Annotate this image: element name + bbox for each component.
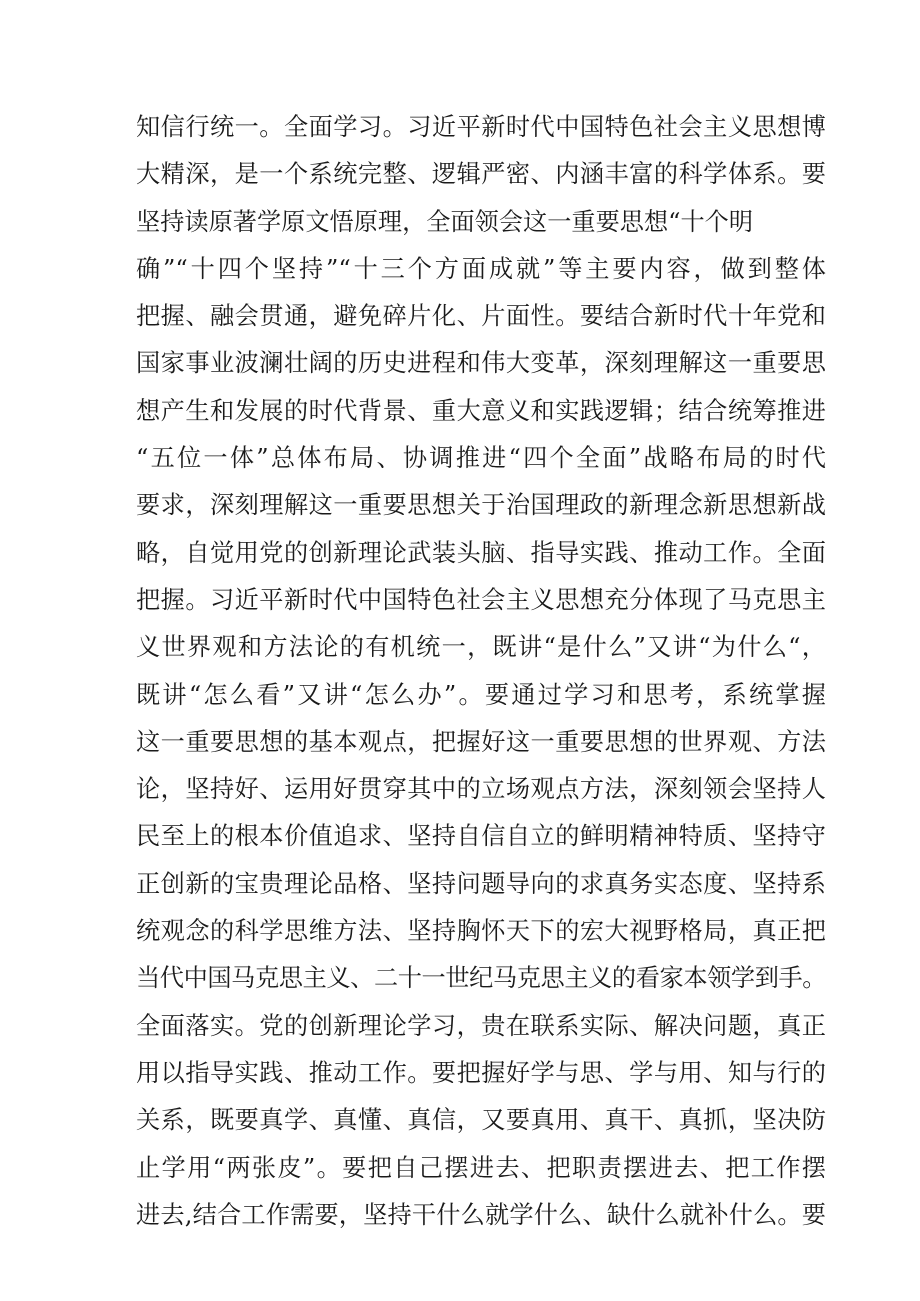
text-line: 把握、融会贯通，避免碎片化、片面性。要结合新时代十年党和 xyxy=(136,302,826,331)
text-line: 全面落实。党的创新理论学习，贵在联系实际、解决问题，真正 xyxy=(136,1011,826,1040)
text-line: 正创新的宝贵理论品格、坚持问题导向的求真务实态度、坚持系 xyxy=(136,869,826,898)
text-line: 义世界观和方法论的有机统一，既讲“是什么”又讲“为什么“， xyxy=(136,633,826,662)
text-line: 论，坚持好、运用好贯穿其中的立场观点方法，深刻领会坚持人 xyxy=(136,775,826,804)
text-line: 确”“十四个坚持”“十三个方面成就”等主要内容，做到整体 xyxy=(136,254,826,283)
text-line: 国家事业波澜壮阔的历史进程和伟大变革，深刻理解这一重要思 xyxy=(136,349,826,378)
text-line: 进去,结合工作需要，坚持干什么就学什么、缺什么就补什么。要 xyxy=(136,1200,826,1229)
text-line: 用以指导实践、推动工作。要把握好学与思、学与用、知与行的 xyxy=(136,1058,826,1087)
text-line: 止学用“两张皮”。要把自己摆进去、把职责摆进去、把工作摆 xyxy=(136,1153,826,1182)
text-line: 知信行统一。全面学习。习近平新时代中国特色社会主义思想博 xyxy=(136,113,826,141)
text-line: 这一重要思想的基本观点，把握好这一重要思想的世界观、方法 xyxy=(136,727,826,756)
text-line: 要求，深刻理解这一重要思想关于治国理政的新理念新思想新战 xyxy=(136,491,826,520)
text-line: 既讲“怎么看”又讲“怎么办”。要通过学习和思考，系统掌握 xyxy=(136,680,826,709)
text-line: 坚持读原著学原文悟原理，全面领会这一重要思想“十个明 xyxy=(136,207,754,236)
text-line: “五位一体”总体布局、协调推进“四个全面”战略布局的时代 xyxy=(136,444,826,473)
text-line: 民至上的根本价值追求、坚持自信自立的鲜明精神特质、坚持守 xyxy=(136,822,826,851)
text-line: 大精深，是一个系统完整、逻辑严密、内涵丰富的科学体系。要 xyxy=(136,160,826,189)
text-line: 关系，既要真学、真懂、真信，又要真用、真干、真抓，坚决防 xyxy=(136,1106,826,1135)
body-text xyxy=(136,104,826,1239)
text-line: 统观念的科学思维方法、坚持胸怀天下的宏大视野格局，真正把 xyxy=(136,917,826,946)
text-line: 当代中国马克思主义、二十一世纪马克思主义的看家本领学到手。 xyxy=(136,964,826,993)
text-line: 把握。习近平新时代中国特色社会主义思想充分体现了马克思主 xyxy=(136,585,826,614)
text-line: 略，自觉用党的创新理论武装头脑、指导实践、推动工作。全面 xyxy=(136,538,826,567)
text-line: 想产生和发展的时代背景、重大意义和实践逻辑；结合统筹推进 xyxy=(136,396,826,425)
